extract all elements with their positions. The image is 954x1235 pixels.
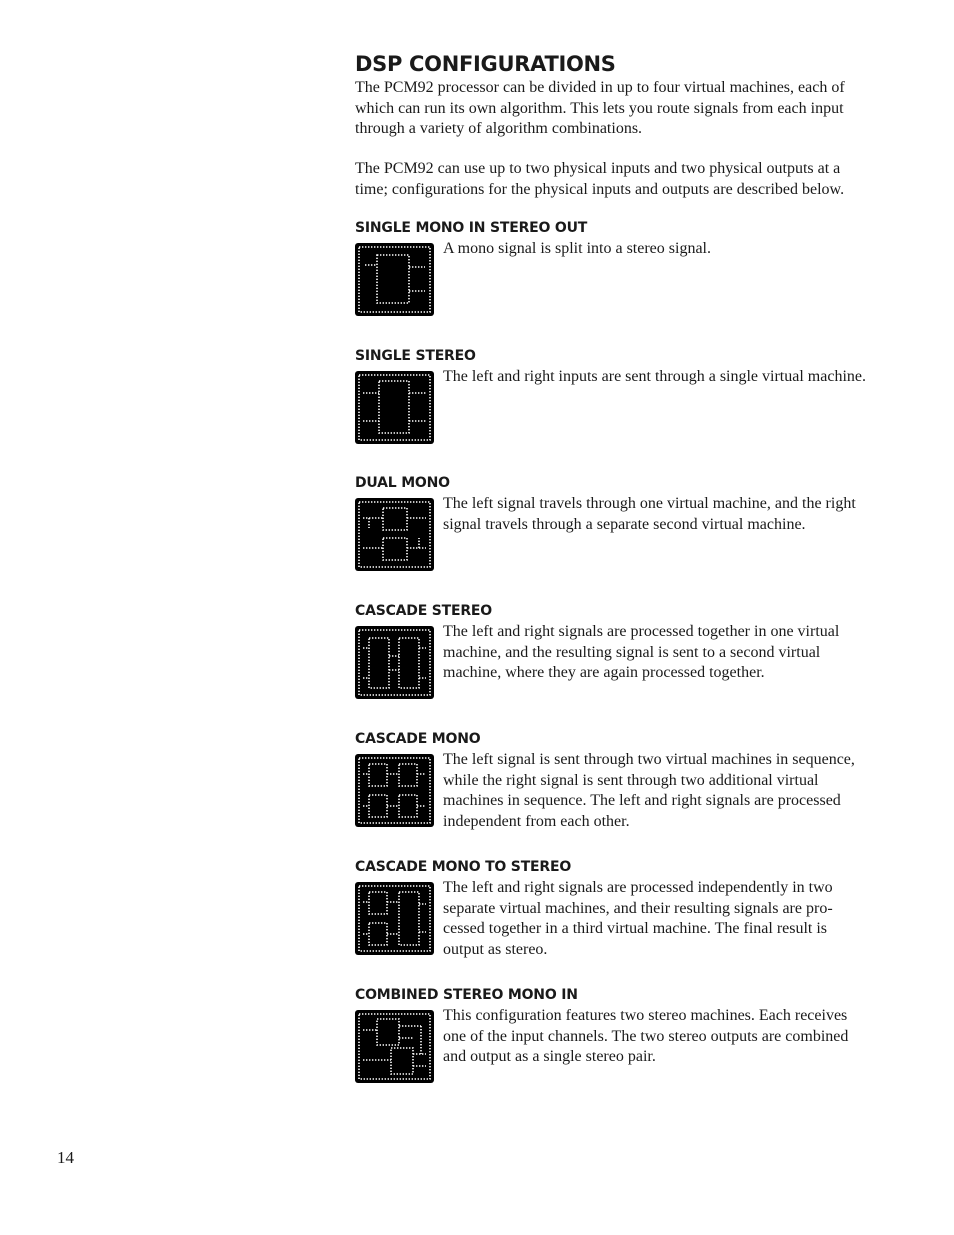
page-title: DSP CONFIGURATIONS [355,52,616,76]
section-heading: DUAL MONO [355,475,450,491]
config-dual-mono [355,474,875,535]
page-number: 14 [57,1148,74,1167]
config-single-stereo [355,347,875,388]
section-heading: COMBINED STEREO MONO IN [355,987,578,1003]
intro-paragraph-1: The PCM92 processor can be divided in up to four virtual machines, each of which can run its own algorithm. This lets you route signals from each input through a variety of algorithm combinations. [355,79,845,137]
section-heading: SINGLE MONO IN STEREO OUT [355,220,588,236]
intro-paragraph-2: The PCM92 can use up to two physical inputs and two physical outputs at a time; configurations for the physical inputs and outputs are described below. [355,160,845,198]
config-cascade-mono-to-stereo [355,858,875,960]
section-heading: SINGLE STEREO [355,348,476,364]
section-description: A mono signal is split into a stereo signal. [443,240,711,257]
dual-mono-icon [355,498,434,571]
single-stereo-icon [355,371,434,444]
section-description: The left and right signals are processed independently in two separate virtual machines, and their resulting signals are pro- cessed together in a third virtual machine. The final result is output as stereo. [443,879,833,958]
section-description: The left and right inputs are sent through a single virtual machine. [443,368,866,385]
combined-stereo-mono-in-icon [355,1010,434,1083]
config-combined-stereo-mono-in [355,986,875,1068]
section-description: This configuration features two stereo machines. Each receives one of the input channels. The two stereo outputs are combined and output as a single stereo pair. [443,1007,849,1065]
config-cascade-stereo [355,602,875,684]
cascade-stereo-icon [355,626,434,699]
cascade-mono-icon [355,754,434,827]
section-description: The left signal is sent through two virtual machines in sequence, while the right signal is sent through two additional virtual machines in sequence. The left and right signals are processed independent from each other. [443,751,855,830]
section-heading: CASCADE STEREO [355,603,493,619]
config-cascade-mono [355,730,875,832]
single-mono-in-stereo-out-icon [355,243,434,316]
section-description: The left signal travels through one virtual machine, and the right signal travels through a separate second virtual machine. [443,495,856,533]
section-heading: CASCADE MONO [355,731,481,747]
config-single-mono-in-stereo-out [355,219,875,260]
section-description: The left and right signals are processed together in one virtual machine, and the resulting signal is sent to a second virtual machine, where they are again processed together. [443,623,840,681]
section-heading: CASCADE MONO TO STEREO [355,859,572,875]
cascade-mono-to-stereo-icon [355,882,434,955]
